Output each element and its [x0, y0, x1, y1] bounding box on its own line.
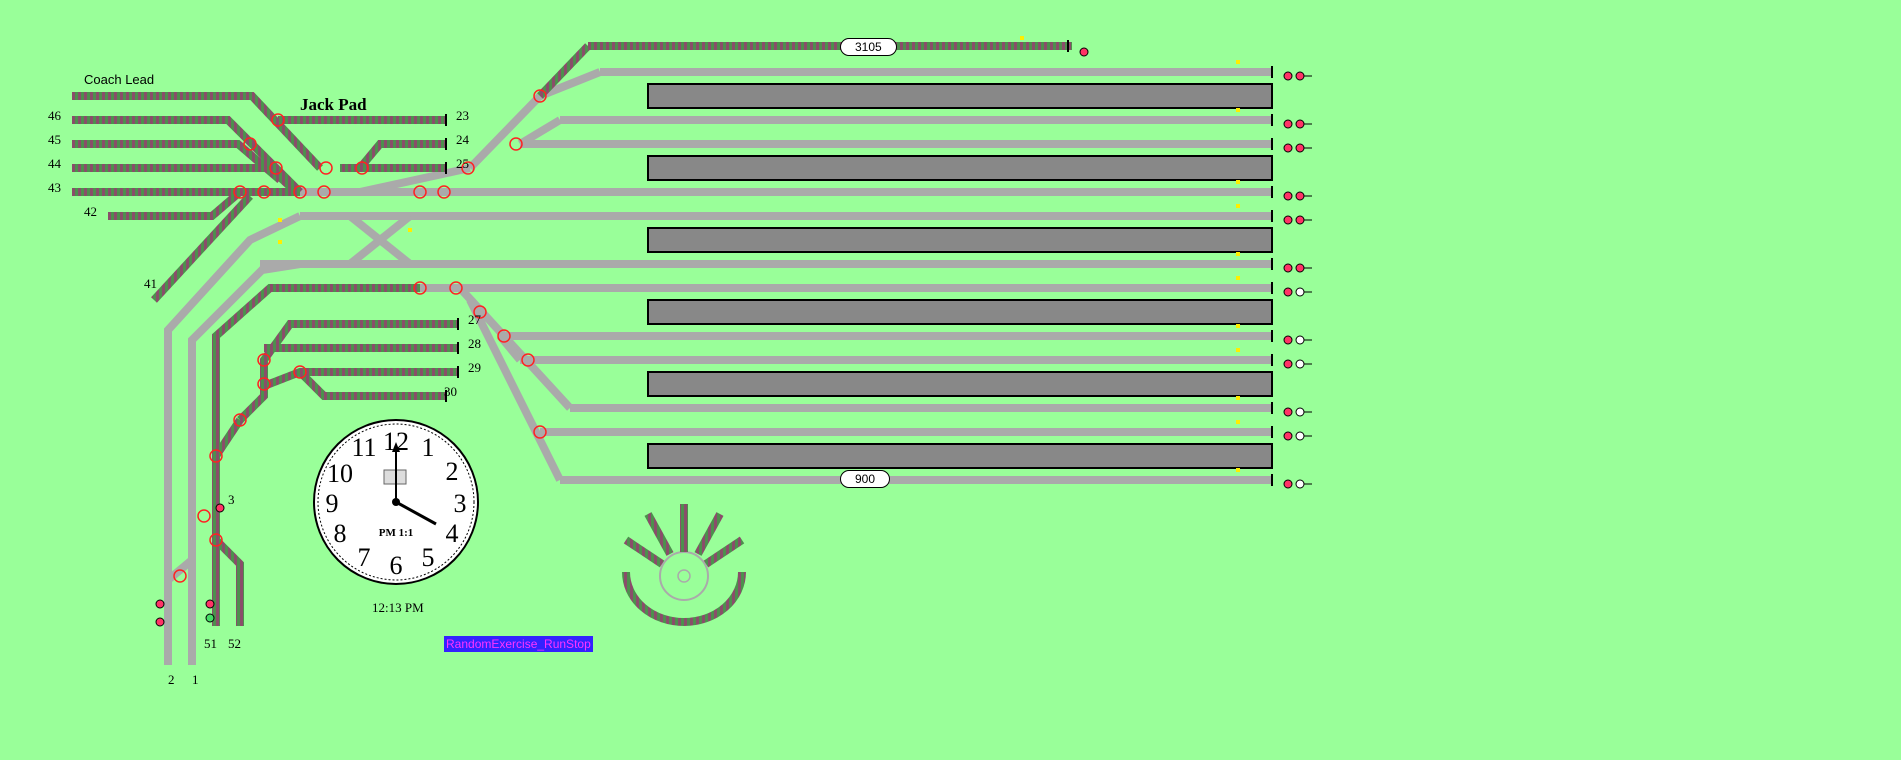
turnout-ring[interactable]	[198, 510, 210, 522]
track-segment[interactable]	[72, 120, 300, 192]
signal-head-pair[interactable]	[1284, 480, 1312, 488]
clock-numeral: 6	[389, 551, 403, 580]
sensor-indicator[interactable]	[1236, 108, 1240, 112]
platform	[648, 84, 1272, 108]
track-segment[interactable]	[154, 196, 250, 300]
platform	[648, 300, 1272, 324]
sensor-indicator[interactable]	[1236, 276, 1240, 280]
platform	[648, 156, 1272, 180]
turntable[interactable]	[626, 504, 742, 622]
turntable-pit[interactable]	[626, 572, 742, 622]
track-label-2: 2	[168, 672, 175, 687]
platform	[648, 372, 1272, 396]
random-exercise-run-stop-button[interactable]: RandomExercise_RunStop	[446, 637, 591, 651]
signal-head[interactable]	[216, 504, 224, 512]
clock-numeral: 2	[445, 457, 459, 486]
turntable-stall[interactable]	[648, 514, 670, 554]
signal-head-pair[interactable]	[1284, 336, 1312, 344]
track-label-24: 24	[456, 132, 469, 147]
signal-head-pair[interactable]	[1284, 144, 1312, 152]
coach-lead-label: Coach Lead	[84, 72, 155, 87]
signal-head[interactable]	[1080, 48, 1088, 56]
track-label-51: 51	[204, 636, 217, 651]
turntable-stall[interactable]	[626, 540, 662, 564]
analog-clock	[314, 420, 478, 584]
track-segment[interactable]	[168, 216, 300, 665]
clock-numeral: 1	[421, 433, 435, 462]
clock-numeral: 3	[453, 489, 467, 518]
signal-head-pair[interactable]	[1284, 120, 1312, 128]
signal-head[interactable]	[206, 600, 214, 608]
signal-head-pair[interactable]	[1284, 432, 1312, 440]
track-segment[interactable]	[72, 96, 320, 168]
track-label-45: 45	[48, 132, 61, 147]
clock-hub	[392, 498, 400, 506]
track-label-46: 46	[48, 108, 61, 123]
clock-numeral: 10	[327, 459, 353, 488]
track-label-3: 3	[228, 492, 235, 507]
sensor-indicator[interactable]	[1236, 60, 1240, 64]
clock-numeral: 4	[445, 519, 459, 548]
sensor-indicator[interactable]	[278, 218, 282, 222]
clock-time-text: 12:13 PM	[372, 600, 424, 615]
track-label-29: 29	[468, 360, 481, 375]
sensor-indicator[interactable]	[1236, 324, 1240, 328]
sensor-indicator[interactable]	[1236, 348, 1240, 352]
track-label-43: 43	[48, 180, 61, 195]
clock-numeral: 8	[333, 519, 347, 548]
signal-head-pair[interactable]	[1284, 264, 1312, 272]
sensor-indicator[interactable]	[1236, 252, 1240, 256]
signal-head[interactable]	[206, 614, 214, 622]
signal-head-pair[interactable]	[1284, 360, 1312, 368]
track-label-30: 30	[444, 384, 457, 399]
platform	[648, 228, 1272, 252]
train-tag[interactable]: 900	[840, 470, 890, 488]
track-label-41: 41	[144, 276, 157, 291]
jack-pad-title: Jack Pad	[300, 95, 367, 114]
signal-head-pair[interactable]	[1284, 408, 1312, 416]
signal-head-pair[interactable]	[1284, 288, 1312, 296]
track-label-27: 27	[468, 312, 481, 327]
clock-numeral: 9	[325, 489, 339, 518]
turntable-bridge[interactable]	[660, 552, 708, 600]
track-label-52: 52	[228, 636, 241, 651]
signal-head-pair[interactable]	[1284, 72, 1312, 80]
track-segment[interactable]	[264, 372, 458, 386]
track-segment[interactable]	[470, 300, 560, 480]
track-label-23: 23	[456, 108, 469, 123]
track-label-44: 44	[48, 156, 61, 171]
clock-numeral: 11	[351, 433, 377, 462]
turnout-ring[interactable]	[320, 162, 332, 174]
sensor-indicator[interactable]	[408, 228, 412, 232]
signal-head[interactable]	[156, 600, 164, 608]
sensor-indicator[interactable]	[1236, 204, 1240, 208]
clock-numeral: 5	[421, 543, 435, 572]
platform	[648, 444, 1272, 468]
track-segment[interactable]	[470, 96, 540, 168]
clock-numeral: 12	[383, 427, 409, 456]
train-tag[interactable]: 3105	[840, 38, 897, 56]
signal-head-pair[interactable]	[1284, 216, 1312, 224]
track-label-25: 25	[456, 156, 469, 171]
signal-head[interactable]	[156, 618, 164, 626]
clock-numeral: 7	[357, 543, 371, 572]
signal-head-pair[interactable]	[1284, 192, 1312, 200]
sensor-indicator[interactable]	[1020, 36, 1024, 40]
sensor-indicator[interactable]	[278, 240, 282, 244]
sensor-indicator[interactable]	[1236, 396, 1240, 400]
track-label-28: 28	[468, 336, 481, 351]
turntable-stall[interactable]	[698, 514, 720, 554]
track-label-1: 1	[192, 672, 199, 687]
sensor-indicator[interactable]	[1236, 468, 1240, 472]
turntable-stall[interactable]	[706, 540, 742, 564]
track-label-42: 42	[84, 204, 97, 219]
turntable-center	[678, 570, 690, 582]
clock-rate-label: PM 1:1	[378, 527, 414, 539]
sensor-indicator[interactable]	[1236, 420, 1240, 424]
sensor-indicator[interactable]	[1236, 180, 1240, 184]
